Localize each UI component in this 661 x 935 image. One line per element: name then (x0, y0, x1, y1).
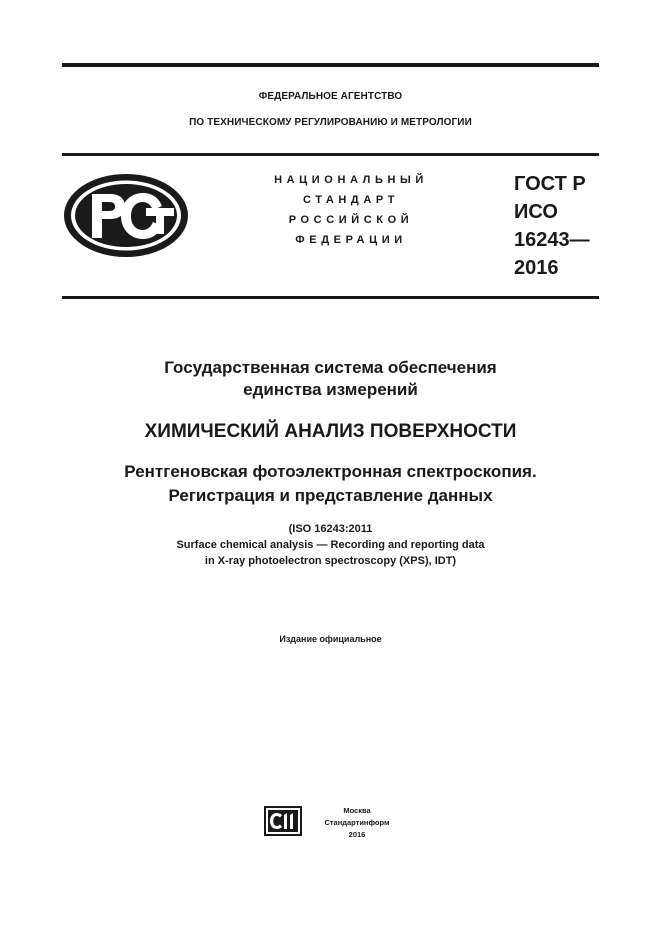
designation-line-3: 16243— (514, 229, 590, 251)
title-block-rule (62, 296, 599, 299)
agency-line-2: ПО ТЕХНИЧЕСКОМУ РЕГУЛИРОВАНИЮ И МЕТРОЛОГИИ (189, 117, 472, 128)
publisher-name: Стандартинформ (324, 818, 390, 827)
designation-line-2: ИСО (514, 201, 558, 223)
main-title: ХИМИЧЕСКИЙ АНАЛИЗ ПОВЕРХНОСТИ (144, 421, 517, 442)
edition-label: Издание официальное (279, 634, 382, 644)
subtitle (0, 460, 661, 508)
publisher-city: Москва (343, 806, 371, 815)
system-title-line-2: единства измерений (243, 380, 418, 399)
publisher-year: 2016 (348, 830, 366, 839)
iso-reference (0, 521, 661, 569)
publisher-info (312, 805, 402, 841)
subtitle-line-1: Рентгеновская фотоэлектронная спектроскопия. (124, 462, 537, 481)
iso-reference-line-1: (ISO 16243:2011 (288, 523, 373, 535)
standard-type-line-2: СТАНДАРТ (302, 194, 400, 206)
header-rule (62, 153, 599, 156)
top-rule (62, 63, 599, 67)
agency-line-1: ФЕДЕРАЛЬНОЕ АГЕНТСТВО (258, 91, 403, 102)
standard-type-line-3: РОССИЙСКОЙ (288, 214, 414, 226)
system-title (0, 357, 661, 401)
rst-logo (62, 172, 190, 259)
designation-line-1: ГОСТ Р (514, 173, 586, 195)
iso-reference-line-2: Surface chemical analysis — Recording and reporting data (176, 539, 485, 551)
subtitle-line-2: Регистрация и представление данных (168, 486, 493, 505)
designation-line-4: 2016 (514, 257, 559, 279)
system-title-line-1: Государственная система обеспечения (164, 358, 497, 377)
iso-reference-line-3: in X-ray photoelectron spectroscopy (XPS), IDT) (204, 555, 457, 567)
standard-type-line-1: НАЦИОНАЛЬНЫЙ (274, 174, 428, 186)
standard-type-line-4: ФЕДЕРАЦИИ (295, 234, 407, 246)
standartinform-logo (264, 806, 302, 836)
